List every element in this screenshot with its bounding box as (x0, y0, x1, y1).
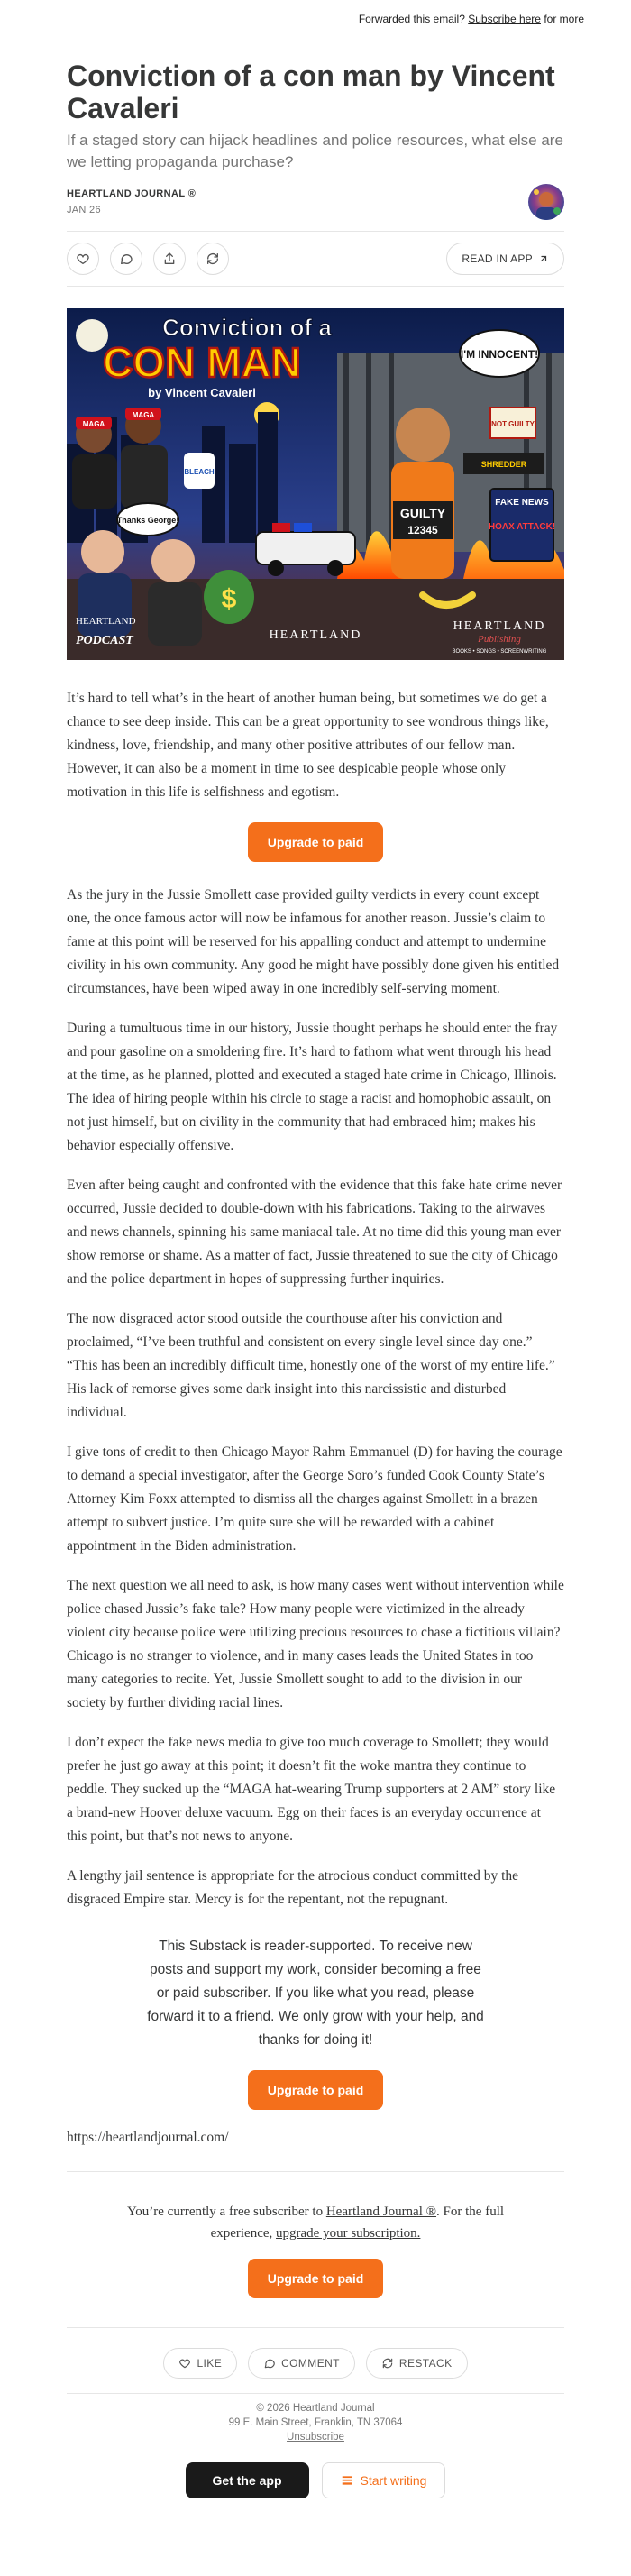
publication-name[interactable]: HEARTLAND JOURNAL ® (67, 188, 197, 199)
svg-text:FAKE NEWS: FAKE NEWS (495, 498, 549, 508)
upgrade-wrap (67, 822, 564, 862)
subscription-notice (95, 2201, 536, 2244)
divider (67, 286, 564, 287)
paragraph: I give tons of credit to then Chicago Mayor Rahm Emmanuel (D) for having the courage to demand a special investigator, after the George Soro’s funded Cook County State’s Attorney Kim Foxx attempted to dismiss all the charges against Smollett in a brazen attempt to subvert justice. I’m quite sure she will be rewarded with a cabinet appointment in the Biden administration. (67, 1444, 562, 1554)
shredder (463, 453, 544, 474)
svg-text:$: $ (221, 584, 237, 614)
svg-text:HOAX ATTACK!: HOAX ATTACK! (488, 522, 556, 532)
paragraph: It’s hard to tell what’s in the heart of another human being, but sometimes we do get a chance to see deep inside. This can be a great opportunity to see wondrous things like, kindness, love, friendship, and many other positive attributes of our fellow man. However, it can also be a moment in time to see despicable people whose only motivation in this life is selfishness and egotism. (67, 691, 549, 800)
copyright: © 2026 Heartland Journal (256, 2403, 375, 2414)
paragraph: I don’t expect the fake news media to give too much coverage to Smollett; they would prefer he just go away at this point; it doesn’t fit the woke mantra they continue to peddle. They sucked up the “MAGA hat-wearing Trump supporters at 2 AM” story like a brand-new Hoover deluxe vacuum. Egg on their faces is an everyday occurrence at this point, but that’s not news to anyone. (67, 1735, 556, 1844)
paragraph: The now disgraced actor stood outside the courthouse after his conviction and proclaimed, “I’ve been truthful and consistent on every single level since day one.” “This has been an incredibly difficult time, honestly one of the worst of my entire life.” His lack of remorse gives some dark insight into this narcissistic and disturbed individual. (67, 1311, 555, 1420)
upgrade-wrap (67, 2259, 564, 2298)
upgrade-wrap (67, 2070, 564, 2110)
content-column (67, 60, 564, 2498)
post-date: JAN 26 (67, 205, 101, 215)
hero-image[interactable] (67, 308, 564, 660)
svg-text:MAGA: MAGA (82, 420, 105, 428)
svg-text:NOT GUILTY: NOT GUILTY (491, 420, 535, 428)
not-guilty-sign (490, 408, 535, 438)
fake-news-tv (489, 489, 555, 561)
svg-text:SHREDDER: SHREDDER (480, 460, 527, 469)
money-bag-icon (204, 570, 254, 624)
forward-text: Forwarded this email? (358, 13, 465, 25)
restack-button[interactable] (197, 243, 229, 275)
comment-icon (119, 252, 133, 266)
svg-text:Publishing: Publishing (478, 634, 521, 645)
address: 99 E. Main Street, Franklin, TN 37064 (228, 2417, 403, 2428)
comment-icon (263, 2357, 276, 2370)
guilty-number: 12345 (407, 524, 438, 536)
paragraph: As the jury in the Jussie Smollett case provided guilty verdicts in every count except one, the once famous actor will now be infamous for another reason. Jussie’s claim to fame at this point will be reserved for his appalling conduct and attempt to undermine civility in his own community. Any good he might have possibly done given his entitled circumstances, have been wiped away in one incredibly self-serving moment. (67, 887, 560, 996)
paragraph: The next question we all need to ask, is how many cases went without intervention while police chased Jussie’s fake tale? How many people were victimized in the already violent city because police were utilizing precious resources to chase a fictitious villain? Chicago is no stranger to violence, and in many cases leads the United States in too many categories to recite. Yet, Jussie Smollett sought to add to the division in our society by further dividing racial lines. (67, 1578, 564, 1710)
pen-icon (341, 2474, 353, 2487)
get-app-button[interactable]: Get the app (186, 2462, 309, 2498)
speech-bubble-innocent (460, 330, 539, 377)
divider (67, 2327, 564, 2328)
subscription-middle: . For the full experience, (210, 2205, 505, 2241)
upgrade-button[interactable]: Upgrade to paid (248, 2259, 384, 2298)
unsubscribe-link[interactable]: Unsubscribe (287, 2432, 344, 2443)
upgrade-button[interactable]: Upgrade to paid (248, 822, 384, 862)
upgrade-subscription-link[interactable]: upgrade your subscription. (276, 2226, 421, 2241)
upgrade-button[interactable]: Upgrade to paid (248, 2070, 384, 2110)
paragraph: Even after being caught and confronted with the evidence that this fake hate crime never occurred, Jussie decided to double-down with his fabrications. Taking to the airwaves and news channels, spinning his same maniacal tale. At no time did this young man ever show remorse or shame. As a matter of fact, Jussie threatened to sue the city of Chicago and the police department in hopes of suppressing further inquiries. (67, 1178, 562, 1287)
share-icon (162, 252, 177, 266)
restack-icon (381, 2357, 394, 2370)
forward-suffix: for more (544, 13, 584, 25)
hero-byline: by Vincent Cavaleri (148, 386, 256, 399)
support-message: This Substack is reader-supported. To receive new posts and support my work, consider becoming a free or paid subscriber. If you like what you read, please forward it to a friend. We only grow with your help, and thanks for doing it! (147, 1939, 484, 2048)
read-in-app-label: READ IN APP (462, 252, 533, 265)
restack-label: RESTACK (398, 2357, 453, 2370)
start-writing-label: Start writing (360, 2473, 427, 2488)
footer-buttons (67, 2462, 564, 2498)
paragraph: During a tumultuous time in our history, Jussie thought perhaps he should enter the fray and pour gasoline on a smoldering fire. It’s hard to fathom what went through his head at the time, as he planned, plotted and executed a staged hate crime in Chicago, Illinois. The idea of hiring people within his circle to stage a racist and homophobic assault, on not just himself, but on civility in the community that had embraced him; makes his behavior especially offensive. (67, 1021, 558, 1153)
paragraph: A lengthy jail sentence is appropriate for the atrocious conduct committed by the disgraced Empire star. Mercy is for the repentant, not the repugnant. (67, 1868, 519, 1907)
start-writing-button[interactable] (322, 2462, 446, 2498)
arrow-up-right-icon (538, 253, 549, 264)
hero-headline-top: Conviction of a (162, 314, 332, 341)
logo-heartland-publishing: HEARTLAND (453, 619, 546, 633)
restack-pill-button[interactable] (366, 2348, 468, 2379)
svg-text:I'M INNOCENT!: I'M INNOCENT! (460, 348, 539, 361)
logo-heartland-podcast: HEARTLAND (76, 616, 136, 627)
guilty-sign: GUILTY (399, 506, 446, 520)
share-button[interactable] (153, 243, 186, 275)
like-label: LIKE (197, 2357, 223, 2370)
logo-heartland-journal: HEARTLAND (269, 628, 362, 642)
publication-avatar[interactable] (528, 184, 564, 220)
svg-text:Thanks George!: Thanks George! (116, 516, 179, 525)
heart-icon (178, 2357, 191, 2370)
comment-pill-button[interactable] (248, 2348, 355, 2379)
footer (67, 2401, 564, 2444)
post-subtitle: If a staged story can hijack headlines and police resources, what else are we letting propaganda purchase? (67, 132, 563, 170)
old-man-figure (148, 539, 202, 646)
maga-figure (121, 408, 168, 509)
forward-notice (0, 0, 631, 36)
website-link[interactable]: https://heartlandjournal.com/ (67, 2130, 229, 2145)
speech-bubble-thanks (117, 503, 179, 536)
restack-icon (206, 252, 220, 266)
svg-text:BLEACH: BLEACH (184, 468, 215, 476)
convict-figure (391, 408, 454, 579)
comment-button[interactable] (110, 243, 142, 275)
publication-link[interactable]: Heartland Journal ® (325, 2205, 437, 2219)
subscription-prefix: You’re currently a free subscriber to (126, 2205, 324, 2219)
divider (67, 2171, 564, 2172)
subscribe-link[interactable]: Subscribe here (468, 13, 541, 25)
svg-text:MAGA: MAGA (132, 411, 155, 419)
comment-label: COMMENT (281, 2357, 340, 2370)
like-button[interactable] (67, 243, 99, 275)
post-title[interactable]: Conviction of a con man by Vincent Cavaleri (67, 60, 555, 124)
hero-headline-main: CON MAN (103, 339, 301, 386)
read-in-app-button[interactable] (446, 243, 564, 275)
svg-text:BOOKS • SONGS • SCREENWRITING: BOOKS • SONGS • SCREENWRITING (452, 649, 547, 655)
heart-icon (76, 252, 90, 266)
post-actions (67, 232, 564, 286)
logo-podcast: PODCAST (76, 634, 133, 647)
byline (67, 184, 564, 220)
like-pill-button[interactable] (163, 2348, 237, 2379)
bleach-bottle (184, 453, 215, 489)
maga-figure (72, 417, 117, 509)
reaction-bar (67, 2348, 564, 2379)
post-body (67, 687, 564, 1911)
divider (67, 2393, 564, 2394)
